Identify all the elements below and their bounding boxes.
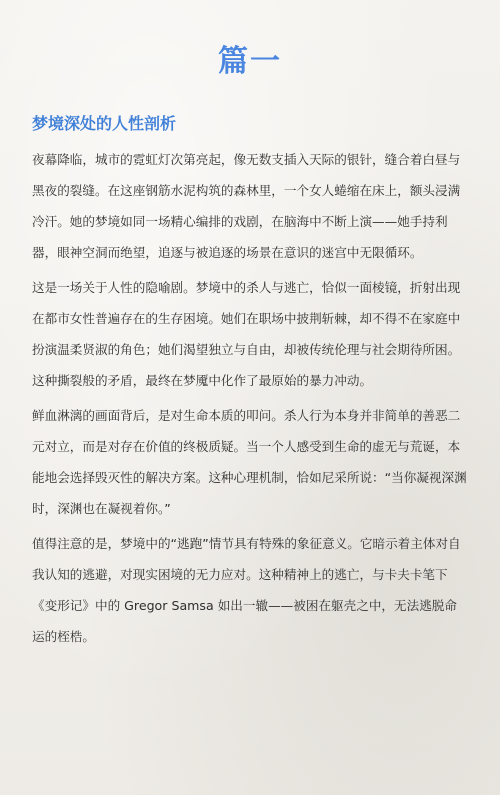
section-title: 梦境深处的人性剖析 xyxy=(32,114,177,133)
paragraph-4: 值得注意的是，梦境中的“逃跑”情节具有特殊的象征意义。它暗示着主体对自我认知的逃避，对现实困境的无力应对。这种精神上的逃亡，与卡夫卡笔下《变形记》中的 Gregor Samsa 如出一辙——被困在躯壳之中，无法逃脱命运的桎梏。 xyxy=(32,536,461,644)
paragraph-3: 鲜血淋漓的画面背后，是对生命本质的叩问。杀人行为本身并非简单的善恶二元对立，而是对存在价值的终极质疑。当一个人感受到生命的虚无与荒诞，本能地会选择毁灭性的解决方案。这种心理机制，恰如尼采所说：“当你凝视深渊时，深渊也在凝视着你。” xyxy=(32,408,467,516)
page-title: 篇一 xyxy=(218,44,282,79)
paragraph-1: 夜幕降临，城市的霓虹灯次第亮起，像无数支插入天际的银针，缝合着白昼与黑夜的裂缝。在这座钢筋水泥构筑的森林里，一个女人蜷缩在床上，额头浸满冷汗。她的梦境如同一场精心编排的戏剧，在脑海中不断上演——她手持利器，眼神空洞而绝望，追逐与被追逐的场景在意识的迷宫中无限循环。 xyxy=(32,152,461,260)
paragraph-2: 这是一场关于人性的隐喻剧。梦境中的杀人与逃亡，恰似一面棱镜，折射出现在都市女性普遍存在的生存困境。她们在职场中披荆斩棘，却不得不在家庭中扮演温柔贤淑的角色；她们渴望独立与自由，却被传统伦理与社会期待所困。这种撕裂般的矛盾，最终在梦魇中化作了最原始的暴力冲动。 xyxy=(32,280,461,388)
